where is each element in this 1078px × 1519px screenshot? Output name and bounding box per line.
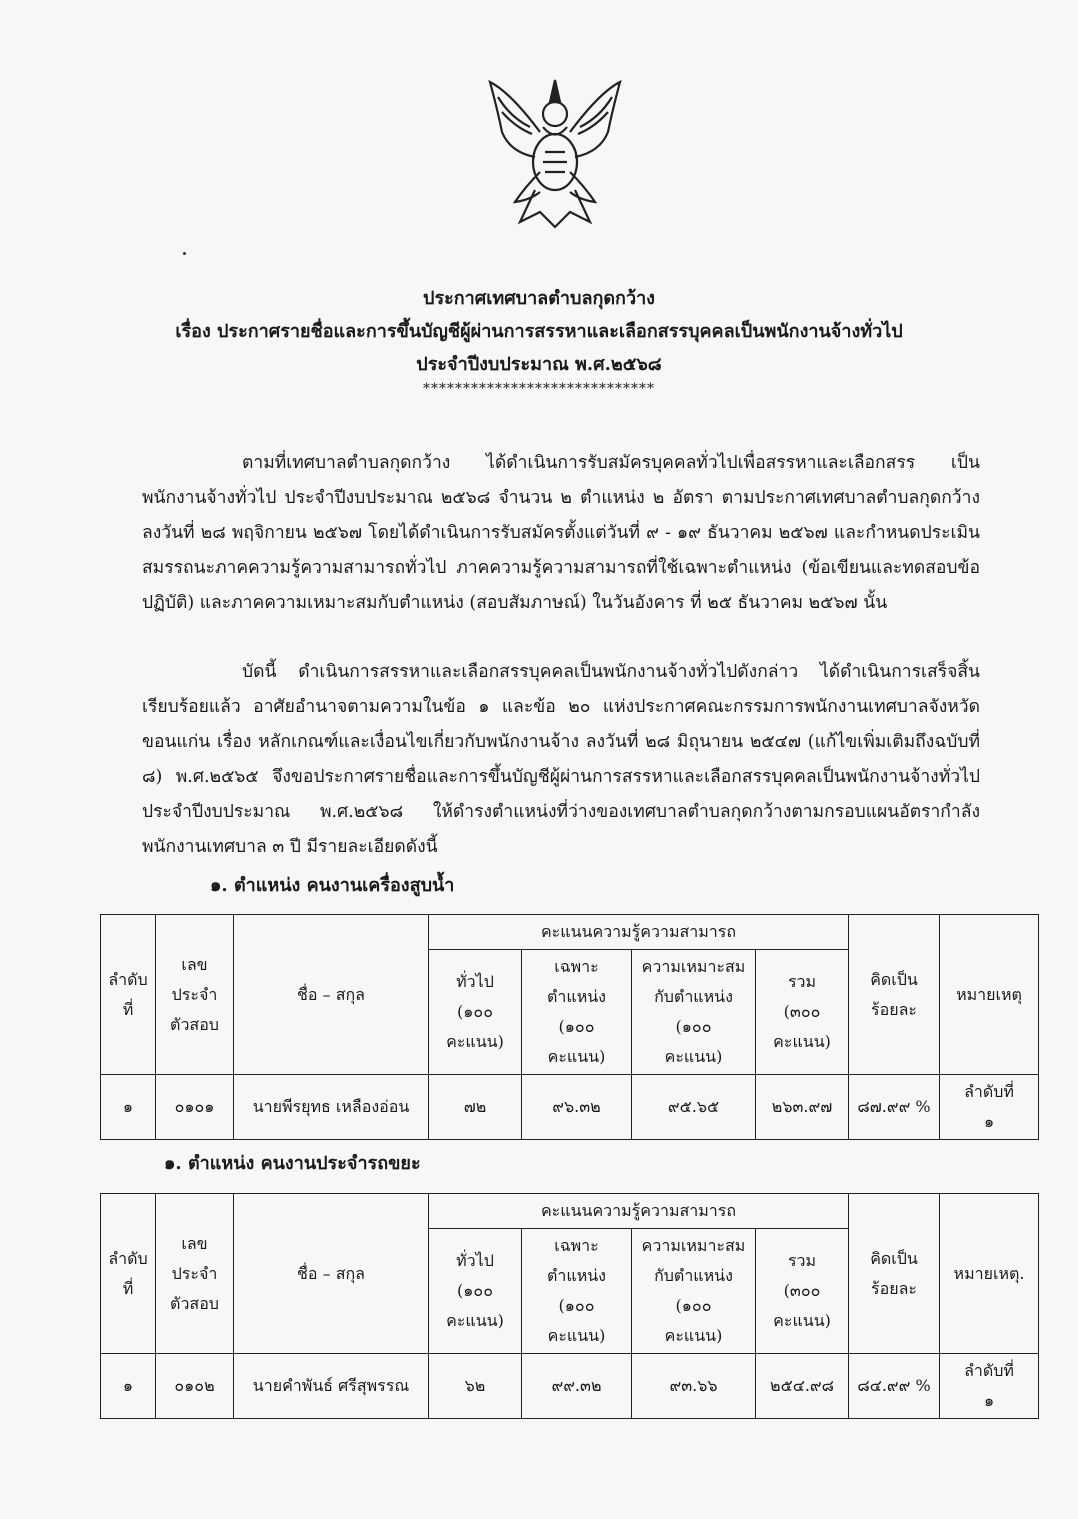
header-remark: หมายเหตุ. — [940, 1194, 1039, 1354]
header-no: ลำดับ ที่ — [101, 915, 156, 1075]
header-score-group: คะแนนความรู้ความสามารถ — [429, 1194, 849, 1229]
header-specific: เฉพาะ ตำแหน่ง (๑๐๐ คะแนน) — [522, 1229, 632, 1354]
score-table-1 — [100, 914, 1039, 1140]
paragraph-1: ตามที่เทศบาลตำบลกุดกว้าง ได้ดำเนินการรับสมัครบุคคลทั่วไปเพื่อสรรหาและเลือกสรร เป็นพนักงานจ้างทั่วไป ประจำปีงบประมาณ ๒๕๖๘ จำนวน ๒ ตำแหน่ง ๒ อัตรา ตามประกาศเทศบาลตำบลกุดกว้าง ลงวันที่ ๒๘ พฤจิกายน ๒๕๖๗ โดยได้ดำเนินการรับสมัครตั้งแต่วันที่ ๙ - ๑๙ ธันวาคม ๒๕๖๗ และกำหนดประเมินสมรรถนะภาคความรู้ความสามารถทั่วไป ภาคความรู้ความสามารถที่ใช้เฉพาะตำแหน่ง (ข้อเขียนและทดสอบข้อปฏิบัติ) และภาคความเหมาะสมกับตำแหน่ง (สอบสัมภาษณ์) ในวันอังคาร ที่ ๒๕ ธันวาคม ๒๕๖๗ นั้น — [142, 453, 980, 613]
announcement-title: ประกาศเทศบาลตำบลกุดกว้าง — [423, 288, 655, 309]
header-general: ทั่วไป (๑๐๐ คะแนน) — [429, 950, 522, 1075]
header-exam-id: เลขประจำ ตัวสอบ — [156, 915, 234, 1075]
paragraph-2: บัดนี้ ดำเนินการสรรหาและเลือกสรรบุคคลเป็นพนักงานจ้างทั่วไปดังกล่าว ได้ดำเนินการเสร็จสิ้นเรียบร้อยแล้ว อาศัยอำนาจตามความในข้อ ๑ และข้อ ๒๐ แห่งประกาศคณะกรรมการพนักงานเทศบาลจังหวัดขอนแก่น เรื่อง หลักเกณฑ์และเงื่อนไขเกี่ยวกับพนักงานจ้าง ลงวันที่ ๒๘ มิถุนายน ๒๕๔๗ (แก้ไขเพิ่มเติมถึงฉบับที่ ๘) พ.ศ.๒๕๖๕ จึงขอประกาศรายชื่อและการขึ้นบัญชีผู้ผ่านการสรรหาและเลือกสรรบุคคลเป็นพนักงานจ้างทั่วไปประจำปีงบประมาณ พ.ศ.๒๕๖๘ ให้ดำรงตำแหน่งที่ว่างของเทศบาลตำบลกุดกว้างตามกรอบแผนอัตรากำลังพนักงานเทศบาล ๓ ปี มีรายละเอียดดังนี้ — [142, 662, 980, 857]
cell-suitability: ๙๓.๖๖ — [632, 1354, 756, 1419]
cell-name: นายพีรยุทธ เหลืองอ่อน — [234, 1075, 429, 1140]
header-remark: หมายเหตุ — [940, 915, 1039, 1075]
score-table-2 — [100, 1193, 1039, 1419]
header-exam-id: เลขประจำ ตัวสอบ — [156, 1194, 234, 1354]
cell-exam-id: ๐๑๐๑ — [156, 1075, 234, 1140]
cell-percent: ๘๗.๙๙ % — [849, 1075, 940, 1140]
cell-exam-id: ๐๑๐๒ — [156, 1354, 234, 1419]
cell-remark: ลำดับที่ ๑ — [940, 1354, 1039, 1419]
header-total: รวม (๓๐๐ คะแนน) — [756, 950, 849, 1075]
star-divider: ***************************** — [423, 381, 655, 397]
header-specific: เฉพาะ ตำแหน่ง (๑๐๐ คะแนน) — [522, 950, 632, 1075]
header-suitability: ความเหมาะสม กับตำแหน่ง (๑๐๐ คะแนน) — [632, 1229, 756, 1354]
header-name: ชื่อ – สกุล — [234, 1194, 429, 1354]
header-percent: คิดเป็น ร้อยละ — [849, 915, 940, 1075]
header-percent: คิดเป็น ร้อยละ — [849, 1194, 940, 1354]
cell-specific: ๙๖.๓๒ — [522, 1075, 632, 1140]
cell-no: ๑ — [101, 1354, 156, 1419]
header-name: ชื่อ – สกุล — [234, 915, 429, 1075]
cell-specific: ๙๙.๓๒ — [522, 1354, 632, 1419]
header-no: ลำดับ ที่ — [101, 1194, 156, 1354]
cell-percent: ๘๔.๙๙ % — [849, 1354, 940, 1419]
header-total: รวม (๓๐๐ คะแนน) — [756, 1229, 849, 1354]
header-score-group: คะแนนความรู้ความสามารถ — [429, 915, 849, 950]
cell-total: ๒๖๓.๙๗ — [756, 1075, 849, 1140]
section-title-2: ๑. ตำแหน่ง คนงานประจำรถขยะ — [164, 1153, 421, 1174]
header-suitability: ความเหมาะสม กับตำแหน่ง (๑๐๐ คะแนน) — [632, 950, 756, 1075]
table-row — [101, 1354, 1039, 1419]
cell-total: ๒๕๔.๙๘ — [756, 1354, 849, 1419]
table-row — [101, 1075, 1039, 1140]
cell-general: ๗๒ — [429, 1075, 522, 1140]
garuda-emblem-icon — [480, 72, 630, 232]
cell-no: ๑ — [101, 1075, 156, 1140]
section-title-1: ๑. ตำแหน่ง คนงานเครื่องสูบน้ำ — [210, 875, 455, 896]
cell-suitability: ๙๕.๖๕ — [632, 1075, 756, 1140]
cell-general: ๖๒ — [429, 1354, 522, 1419]
announcement-subject: เรื่อง ประกาศรายชื่อและการขึ้นบัญชีผู้ผ่านการสรรหาและเลือกสรรบุคคลเป็นพนักงานจ้างทั่วไป — [175, 321, 903, 342]
cell-name: นายคำพันธ์ ศรีสุพรรณ — [234, 1354, 429, 1419]
cell-remark: ลำดับที่ ๑ — [940, 1075, 1039, 1140]
ink-speck — [183, 252, 186, 255]
header-general: ทั่วไป (๑๐๐ คะแนน) — [429, 1229, 522, 1354]
announcement-fiscal-year: ประจำปีงบประมาณ พ.ศ.๒๕๖๘ — [416, 354, 662, 375]
